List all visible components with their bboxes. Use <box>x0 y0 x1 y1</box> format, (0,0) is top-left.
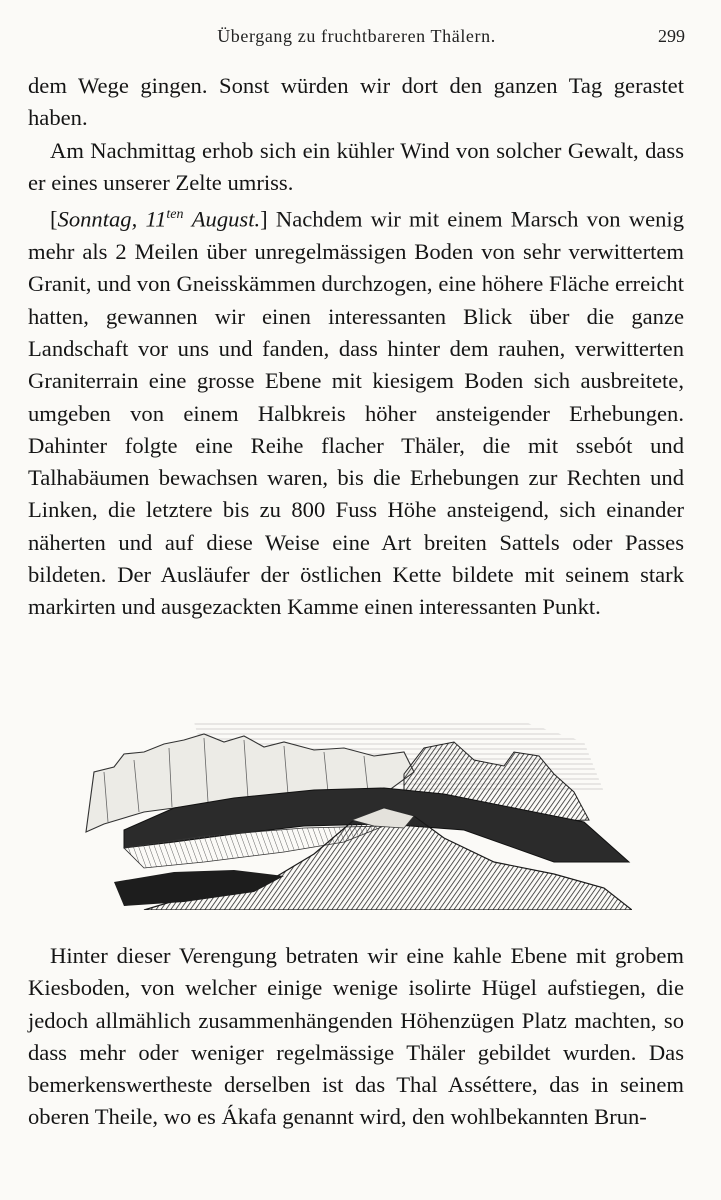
open-bracket: [ <box>50 206 58 232</box>
close-bracket: ] <box>260 206 268 232</box>
page-number: 299 <box>658 26 685 46</box>
paragraph-afternoon-wind: Am Nachmittag erhob sich ein kühler Wind von solcher Gewalt, dass er eines unserer Zelte umriss. <box>28 137 684 195</box>
date-entry-text: Nachdem wir mit einem Marsch von wenig mehr als 2 Meilen über unregelmässigen Boden von sehr verwittertem Granit, und von Gneisskämmen durchzogen, eine höhere Fläche erreicht hatten, gewannen wir einen interessanten Blick über die ganze Landschaft vor uns und fanden, dass hinter dem rauhen, verwitterten Graniterrain eine grosse Ebene mit kiesigem Boden sich ausbreitete, umgeben von einem Halbkreis höher ansteigender Erhebungen. Dahinter folgte eine Reihe flacher Thäler, die mit ssebót und Talhabäumen bewachsen waren, bis die Erhebungen zur Rechten und Linken, die letztere bis zu 800 Fuss Höhe ansteigend, sich einander näherten und auf diese Weise eine Art breiten Sattels oder Passes bildeten. Der Ausläufer der östlichen Kette bildete mit seinem stark markirten und ausgezackten Kamme einen interessanten Punkt. <box>28 206 684 620</box>
text-block-bottom <box>28 940 684 1134</box>
date-month: August. <box>191 206 261 232</box>
text-block-top <box>28 70 684 624</box>
date-day-number: 11 <box>145 206 167 232</box>
date-day-suffix: ten <box>166 207 184 223</box>
paragraph-continuation: dem Wege gingen. Sonst würden wir dort den ganzen Tag gerastet haben. <box>28 73 684 131</box>
running-head: Übergang zu fruchtbareren Thälern. <box>217 26 496 46</box>
page-header <box>28 26 685 56</box>
paragraph-after-figure: Hinter dieser Verengung betraten wir eine kahle Ebene mit grobem Kiesboden, von welcher einige wenige isolirte Hügel aufstiegen, die jedoch allmählich zusammenhängenden Höhenzügen Platz machten, so dass mehr oder weniger regelmässige Thäler gebildet wurden. Das bemerkenswertheste derselben ist das Thal Asséttere, das in seinem oberen Theile, wo es Ákafa genannt wird, den wohlbekannten Brun- <box>28 943 684 1130</box>
date-day: Sonntag, <box>57 206 138 232</box>
mountain-landscape-engraving-icon <box>84 712 632 910</box>
landscape-illustration <box>84 712 632 910</box>
paragraph-date-entry <box>28 199 684 623</box>
